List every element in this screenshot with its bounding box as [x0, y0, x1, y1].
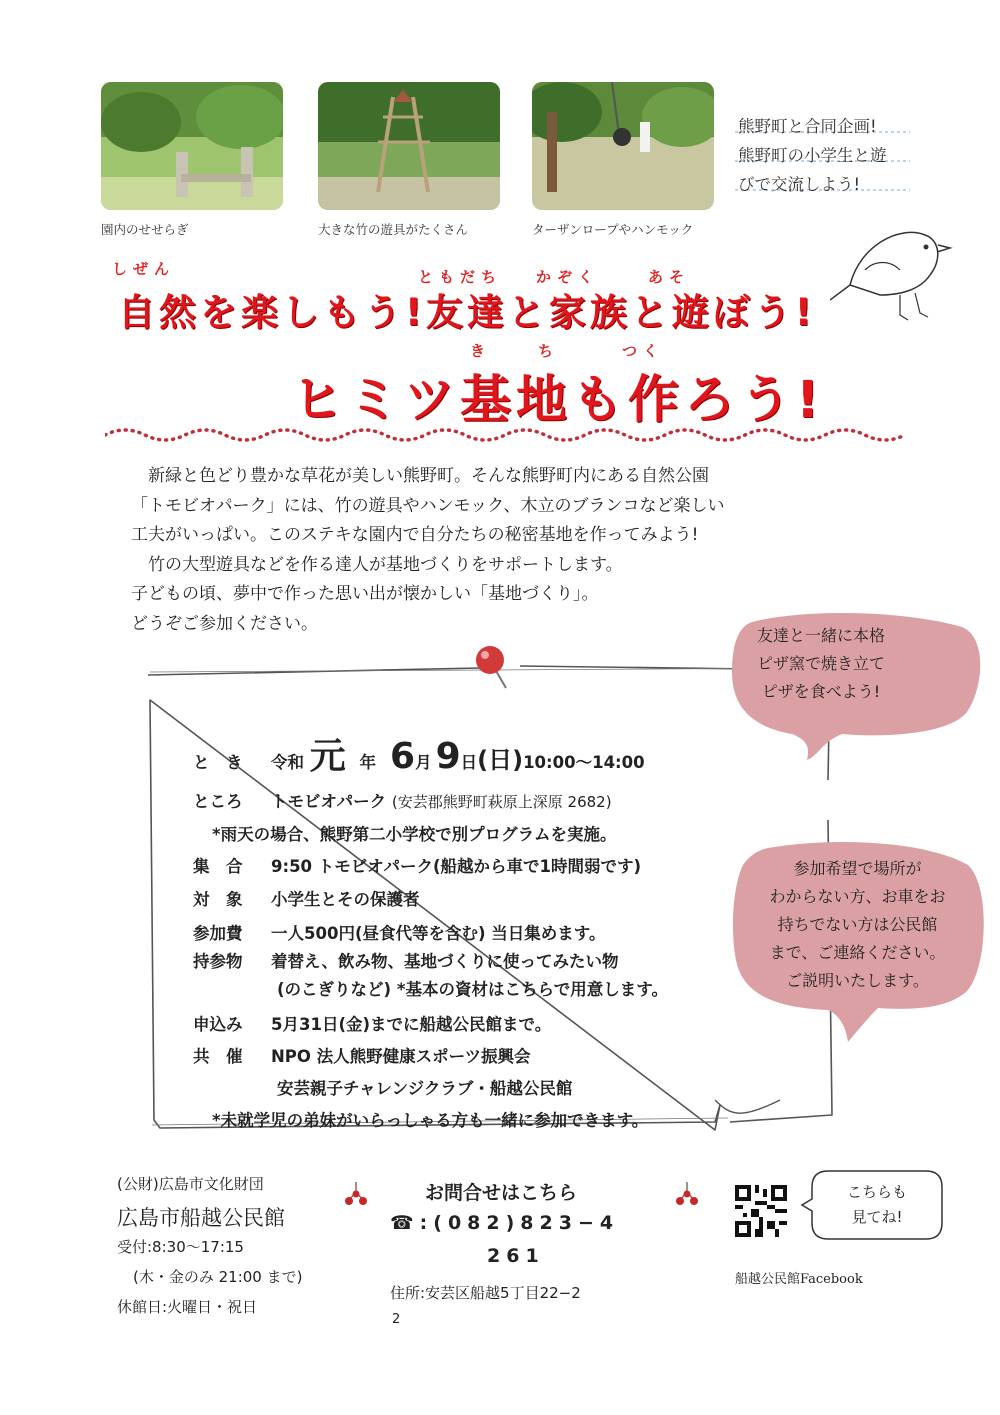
- note-line: 熊野町と合同企画!: [738, 117, 877, 136]
- photo-bamboo-play: [318, 82, 500, 210]
- toki-weekday: (日): [477, 746, 524, 774]
- qr-bubble-text: [812, 1180, 942, 1230]
- row-jisanbutsu: [193, 948, 619, 972]
- sibling-note: *未就学児の弟妹がいらっしゃる方も一緒に参加できます。: [212, 1111, 649, 1130]
- reception-hours-note: (木・金のみ 21:00 まで): [133, 1268, 303, 1286]
- headline-enjoy-nature: 自然を楽しもう!友達と家族と遊ぼう!: [118, 291, 816, 334]
- bubble-line: 友達と一緒に本格: [757, 626, 886, 645]
- toki-month: 6: [390, 736, 416, 777]
- intro-line: 竹の大型遊具などを作る達人が基地づくりをサポートします。: [131, 554, 623, 575]
- row-toki: [193, 728, 645, 779]
- toki-time: 10:00〜14:00: [523, 753, 645, 772]
- bubble-line: まで、ご連絡ください。: [769, 943, 946, 962]
- jisanbutsu-value-2: (のこぎりなど) *基本の資材はこちらで用意します。: [277, 980, 668, 999]
- row-taisho: [193, 886, 420, 910]
- intro-line: 新緑と色どり豊かな草花が美しい熊野町。そんな熊野町内にある自然公園: [131, 466, 709, 486]
- caption-stream: 園内のせせらぎ: [101, 222, 189, 237]
- toki-day-unit: 日: [460, 753, 478, 772]
- shugo-label: 集 合: [193, 857, 243, 876]
- ruby-kazoku: かぞく: [536, 268, 600, 286]
- pizza-bubble-text: [757, 622, 885, 706]
- intro-line: 工夫がいっぱい。このステキな園内で自分たちの秘密基地を作ってみよう!: [131, 525, 699, 545]
- push-pin-icon: [468, 638, 518, 693]
- note-line: びで交流しよう!: [738, 175, 861, 194]
- inquiry-title: お問合せはこちら: [425, 1182, 578, 1204]
- berry-decoration-icon: [675, 1180, 699, 1210]
- caption-tarzan-rope: ターザンロープやハンモック: [532, 222, 694, 237]
- tokoro-value: トモビオパーク: [271, 792, 387, 811]
- toki-year-unit: 年: [359, 753, 377, 772]
- joint-project-note: [738, 112, 887, 199]
- facebook-label[interactable]: 船越公民館Facebook: [735, 1272, 863, 1287]
- taisho-label: 対 象: [193, 890, 243, 909]
- tokoro-label: ところ: [193, 792, 243, 811]
- bubble-line: 参加希望で場所が: [793, 859, 922, 878]
- kyousai-label: 共 催: [193, 1047, 243, 1066]
- ruby-chi: ち: [538, 342, 560, 360]
- toki-day: 9: [435, 736, 461, 777]
- note-line: 熊野町の小学生と遊: [738, 146, 887, 165]
- toki-month-unit: 月: [415, 753, 432, 772]
- ruby-tomodachi: ともだち: [418, 268, 503, 286]
- row-shugo: [193, 853, 641, 877]
- photo-stream: [101, 82, 283, 210]
- wavy-dotted-divider: [105, 425, 905, 445]
- intro-line: どうぞご参加ください。: [131, 613, 318, 634]
- row-tokoro: [193, 788, 612, 812]
- row-moushikomi: [193, 1011, 551, 1035]
- moushikomi-value: 5月31日(金)までに船越公民館まで。: [271, 1015, 552, 1034]
- bubble-line: わからない方、お車をお: [769, 887, 946, 906]
- row-kyousai: [193, 1043, 531, 1067]
- sankahi-value: 一人500円(昼食代等を含む) 当日集めます。: [271, 924, 606, 943]
- phone-number-line2: 261: [487, 1245, 545, 1267]
- caption-bamboo-play: 大きな竹の遊具がたくさん: [318, 222, 469, 237]
- bubble-line: 持ちでない方は公民館: [777, 915, 938, 934]
- row-sankahi: [193, 920, 605, 944]
- sankahi-label: 参加費: [193, 924, 243, 943]
- toki-year: 元: [309, 736, 346, 777]
- intro-line: 「トモビオパーク」には、竹の遊具やハンモック、木立のブランコなど楽しい: [131, 495, 725, 516]
- ruby-aso: あそ: [648, 268, 691, 286]
- phone-number-line1: ☎:(082)823−4: [390, 1212, 620, 1234]
- bubble-line: ご説明いたします。: [786, 971, 929, 990]
- intro-line: 子どもの頃、夢中で作った思い出が懐かしい「基地づくり」。: [131, 584, 599, 604]
- photo-tarzan-rope: [532, 82, 714, 210]
- closed-days: 休館日:火曜日・祝日: [117, 1298, 258, 1316]
- bubble-line: ピザを食べよう!: [761, 682, 881, 701]
- toki-era: 令和: [271, 753, 304, 772]
- ruby-ki: き: [470, 342, 492, 360]
- contact-bubble-text: [730, 855, 985, 995]
- toki-label: と き: [193, 753, 243, 772]
- qr-code-icon[interactable]: [735, 1185, 787, 1237]
- kyousai-value-2: 安芸親子チャレンジクラブ・船越公民館: [277, 1079, 573, 1098]
- address-line2: 2: [392, 1312, 401, 1324]
- reception-hours: 受付:8:30〜17:15: [117, 1238, 244, 1256]
- berry-decoration-icon: [344, 1180, 368, 1210]
- tokoro-address: (安芸郡熊野町萩原上深原 2682): [391, 793, 612, 811]
- community-hall-name: 広島市船越公民館: [117, 1206, 285, 1230]
- bubble-line: 見てね!: [851, 1208, 903, 1226]
- taisho-value: 小学生とその保護者: [271, 890, 420, 909]
- foundation-name: (公財)広島市文化財団: [117, 1175, 264, 1193]
- address-line1: 住所:安芸区船越5丁目22−2: [390, 1284, 581, 1302]
- bird-illustration: [830, 215, 970, 330]
- headline-secret-base: ヒミツ基地も作ろう!: [292, 371, 825, 430]
- rain-note: *雨天の場合、熊野第二小学校で別プログラムを実施。: [212, 825, 617, 844]
- jisanbutsu-label: 持参物: [193, 952, 243, 971]
- bubble-line: こちらも: [846, 1183, 907, 1201]
- ruby-tsuku: つく: [622, 342, 665, 360]
- shugo-value: 9:50 トモビオパーク(船越から車で1時間弱です): [271, 857, 642, 876]
- ruby-shizen: しぜん: [112, 260, 176, 278]
- bubble-line: ピザ窯で焼き立て: [757, 654, 886, 673]
- kyousai-value: NPO 法人熊野健康スポーツ振興会: [271, 1047, 531, 1066]
- moushikomi-label: 申込み: [193, 1015, 243, 1034]
- jisanbutsu-value: 着替え、飲み物、基地づくりに使ってみたい物: [271, 952, 619, 971]
